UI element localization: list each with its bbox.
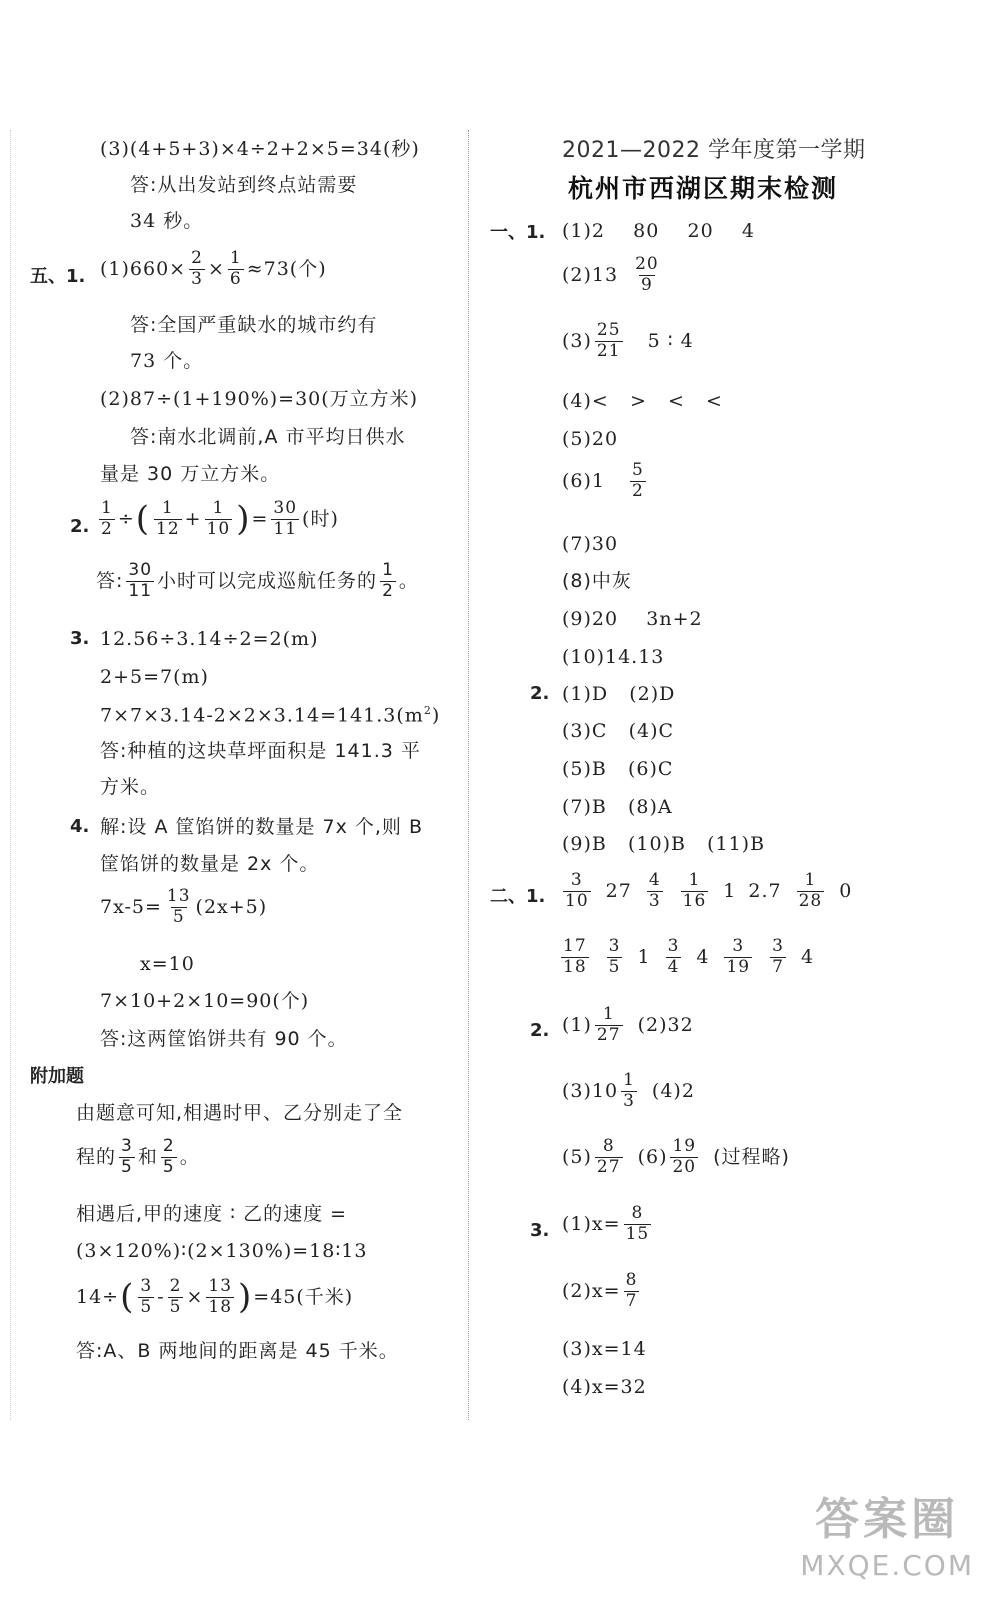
text-line: 由题意可知,相遇时甲、乙分别走了全 [76, 1102, 404, 1124]
answer-line: (10)14.13 [562, 646, 665, 668]
fraction: $\frac{3}{19}$ [726, 936, 751, 977]
text-line: 解:设 A 筐馅饼的数量是 7x 个,则 B [100, 816, 424, 838]
answer-line: (3)x=14 [562, 1338, 647, 1360]
formula-line: 7x-5= $\frac{13}{5}$ (2x+5) [100, 886, 268, 927]
fraction: $\frac{20}{9}$ [635, 254, 659, 295]
answer-line: (1)D (2)D [562, 683, 676, 705]
fraction: $\frac{13}{18}$ [208, 1276, 233, 1317]
answer-line: (6)1 $\frac{5}{2}$ [562, 460, 644, 501]
answer-line: (9)B (10)B (11)B [562, 833, 766, 855]
fraction: $\frac{3}{5}$ [121, 1136, 133, 1177]
answer-line: (7)30 [562, 533, 619, 555]
answer-line: (1)x= $\frac{8}{15}$ [562, 1203, 650, 1244]
answer-line: (7)B (8)A [562, 796, 673, 818]
section-heading: 附加题 [30, 1066, 84, 1087]
text-line: 答:从出发站到终点站需要 [130, 174, 358, 196]
answer-line: (5) $\frac{8}{27}$ (6) $\frac{19}{20}$ (过程略) [562, 1136, 790, 1177]
fraction: $\frac{1}{2}$ [101, 498, 113, 539]
fraction: $\frac{1}{16}$ [682, 870, 707, 911]
text-line: 34 秒。 [130, 210, 204, 232]
fraction: $\frac{30}{11}$ [128, 560, 153, 601]
answer-line: (9)20 3n+2 [562, 608, 703, 630]
fraction: $\frac{8}{27}$ [596, 1136, 621, 1177]
text-line: 量是 30 万立方米。 [100, 463, 281, 485]
answer-line: (4)< > < < [562, 390, 723, 412]
text-line: 答:全国严重缺水的城市约有 [130, 314, 378, 336]
fraction: $\frac{3}{10}$ [565, 870, 589, 911]
section-number: 二、1. [490, 886, 546, 907]
fraction: $\frac{30}{11}$ [273, 498, 298, 539]
fraction: $\frac{17}{18}$ [563, 936, 587, 977]
text-line: 答:种植的这块草坪面积是 141.3 平 [100, 740, 421, 762]
fraction: $\frac{13}{5}$ [166, 886, 191, 927]
text-line: $7\times 7\times 3.14-2\times 2\times 3.14=141.3(m^2)$ [100, 704, 441, 727]
text-line: 相遇后,甲的速度 ∶ 乙的速度 = [76, 1203, 348, 1225]
fraction: $\frac{2}{5}$ [162, 1136, 175, 1177]
fraction: $\frac{1}{27}$ [596, 1004, 621, 1045]
fraction: $\frac{1}{2}$ [382, 560, 394, 601]
column-divider [468, 130, 469, 1420]
text-line: 7×10+2×10=90(个) [100, 990, 310, 1012]
fraction: $\frac{25}{21}$ [596, 320, 621, 361]
text-line: 方米。 [100, 776, 161, 798]
formula-line: 14÷ ( $\frac{3}{5}$ - $\frac{2}{5}$ × $\frac{13}{18}$ ) =45(千米) [76, 1276, 354, 1318]
answer-line: (2)13 $\frac{20}{9}$ [562, 254, 659, 295]
fraction: $\frac{1}{6}$ [229, 248, 242, 289]
section-number: 五、1. [30, 266, 86, 287]
text-line: 答:这两筐馅饼共有 90 个。 [100, 1028, 348, 1050]
fraction: $\frac{2}{3}$ [191, 248, 203, 289]
answer-line: (3) $\frac{25}{21}$ 5 ∶ 4 [562, 320, 694, 361]
fraction: $\frac{3}{7}$ [772, 936, 784, 977]
fraction: $\frac{2}{5}$ [169, 1276, 182, 1317]
text-line: (3×120%)∶(2×130%)=18∶13 [76, 1240, 368, 1262]
formula-line: (1)660× $\frac{2}{3}$ × $\frac{1}{6}$ ≈73(个) [100, 248, 327, 289]
text-line: 筐馅饼的数量是 2x 个。 [100, 853, 320, 875]
answer-line: (1) $\frac{1}{27}$ (2)32 [562, 1004, 694, 1045]
answer-line: $\frac{17}{18}$ $\frac{3}{5}$ 1 $\frac{3}{4}$ 4 $\frac{3}{19}$ $\frac{3}{7}$ 4 [563, 936, 815, 977]
answer-line: 答: $\frac{30}{11}$ 小时可以完成巡航任务的 $\frac{1}{2}$ 。 [96, 560, 419, 601]
question-number: 3. [70, 628, 90, 649]
formula-line: 程的 $\frac{3}{5}$ 和 $\frac{2}{5}$ 。 [76, 1136, 200, 1177]
answer-line: (2)x= $\frac{8}{7}$ [562, 1270, 638, 1311]
fraction: $\frac{3}{4}$ [667, 936, 680, 977]
text-line: 答:南水北调前,A 市平均日供水 [130, 426, 406, 448]
answer-line: (1)2 80 20 4 [562, 220, 755, 242]
question-number: 2. [530, 1020, 550, 1041]
watermark-logo: 答案圈 MXQE.COM [800, 1494, 974, 1582]
page-edge-line [10, 130, 11, 1420]
fraction: $\frac{8}{15}$ [625, 1203, 650, 1244]
fraction: $\frac{8}{7}$ [625, 1270, 638, 1311]
fraction: $\frac{4}{3}$ [648, 870, 661, 911]
answer-line: (5)20 [562, 428, 619, 450]
fraction: $\frac{19}{20}$ [672, 1136, 697, 1177]
text-line: 12.56÷3.14÷2=2(m) [100, 628, 319, 650]
answer-line: (5)B (6)C [562, 758, 674, 780]
answer-line: (3)C (4)C [562, 720, 675, 742]
section-number: 一、1. [490, 222, 546, 243]
formula-line: $\frac{1}{2}$ ÷ ( $\frac{1}{12}$ + $\frac{1}{10}$ ) = $\frac{30}{11}$ (时) [101, 498, 339, 540]
question-number: 4. [70, 816, 90, 837]
fraction: $\frac{5}{2}$ [632, 460, 644, 501]
text-line: (2)87÷(1+190%)=30(万立方米) [100, 388, 419, 410]
fraction: $\frac{3}{5}$ [140, 1276, 153, 1317]
answer-line: (4)x=32 [562, 1376, 647, 1398]
question-number: 3. [530, 1220, 550, 1241]
text-line: 答:A、B 两地间的距离是 45 千米。 [76, 1340, 399, 1362]
answer-line: $\frac{3}{10}$ 27 $\frac{4}{3}$ $\frac{1}{16}$ 1 2.7 $\frac{1}{28}$ 0 [565, 870, 853, 911]
page-title: 杭州市西湖区期末检测 [568, 174, 839, 203]
question-number: 2. [70, 516, 90, 537]
text-line: (3)(4+5+3)×4÷2+2×5=34(秒) [100, 138, 420, 160]
text-line: x=10 [140, 953, 195, 975]
fraction: $\frac{1}{3}$ [623, 1070, 635, 1111]
text-line: 2+5=7(m) [100, 666, 209, 688]
answer-line: (8)中灰 [562, 570, 632, 592]
text-line: 73 个。 [130, 350, 204, 372]
fraction: $\frac{3}{5}$ [608, 936, 621, 977]
question-number: 2. [530, 683, 550, 704]
page-subtitle: 2021—2022 学年度第一学期 [562, 138, 866, 163]
fraction: $\frac{1}{12}$ [156, 498, 180, 539]
fraction: $\frac{1}{10}$ [206, 498, 231, 539]
fraction: $\frac{1}{28}$ [798, 870, 823, 911]
answer-line: (3)10 $\frac{1}{3}$ (4)2 [562, 1070, 695, 1111]
